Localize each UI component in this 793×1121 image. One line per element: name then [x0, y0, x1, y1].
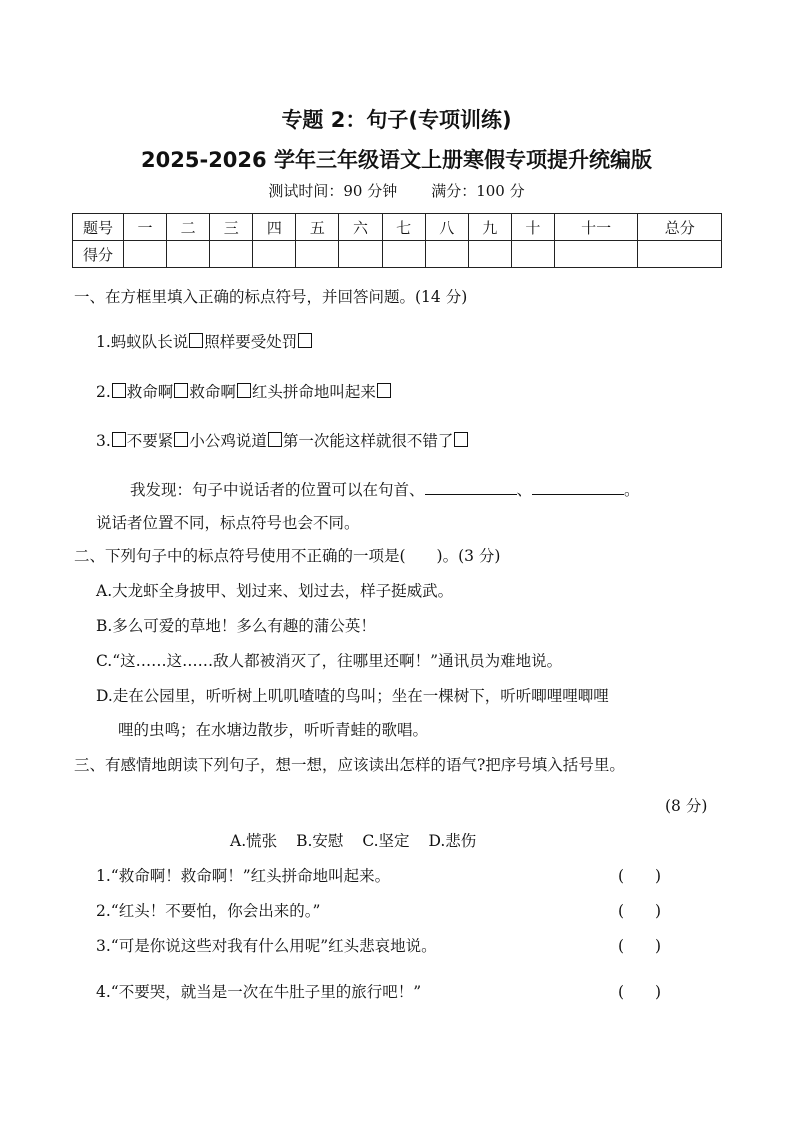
score-table-score-row — [73, 241, 722, 268]
answer-box[interactable] — [454, 432, 468, 447]
score-cell[interactable] — [511, 241, 554, 268]
answer-box[interactable] — [112, 432, 126, 447]
score-table-col-header: 七 — [382, 214, 425, 241]
test-time: 测试时间：90 分钟 — [268, 182, 398, 200]
option-b: B.安慰 — [296, 832, 344, 850]
section1-finding: 我发现：句子中说话者的位置可以在句首、 、 。 — [130, 481, 640, 499]
score-table-col-header: 六 — [339, 214, 382, 241]
score-cell[interactable] — [167, 241, 210, 268]
score-table-col-header: 四 — [253, 214, 296, 241]
score-cell[interactable] — [253, 241, 296, 268]
blank-1[interactable] — [425, 480, 517, 495]
score-table-col-header: 三 — [210, 214, 253, 241]
score-cell[interactable] — [468, 241, 511, 268]
score-cell[interactable] — [425, 241, 468, 268]
score-cell[interactable] — [554, 241, 637, 268]
section2-heading: 二、下列句子中的标点符号使用不正确的一项是( )。(3 分) — [74, 547, 501, 565]
section2-option-b: B.多么可爱的草地！多么有趣的蒲公英！ — [96, 617, 376, 635]
score-table-col-header: 总分 — [638, 214, 722, 241]
section1-heading: 一、在方框里填入正确的标点符号，并回答问题。(14 分) — [74, 288, 468, 306]
answer-paren-1[interactable]: ( ) — [618, 867, 662, 885]
section3-item-2: 2.“红头！不要怕，你会出来的。” — [96, 902, 321, 920]
option-c: C.坚定 — [362, 832, 410, 850]
section3-item-4: 4.“不要哭，就当是一次在牛肚子里的旅行吧！” — [96, 983, 422, 1001]
score-table-col-header: 二 — [167, 214, 210, 241]
section3-points: (8 分) — [665, 797, 708, 815]
section1-finding-line2: 说话者位置不同，标点符号也会不同。 — [96, 514, 360, 532]
answer-box[interactable] — [268, 432, 282, 447]
test-info — [0, 180, 793, 201]
answer-box[interactable] — [237, 383, 251, 398]
score-table-col-header: 十 — [511, 214, 554, 241]
score-cell[interactable] — [382, 241, 425, 268]
answer-paren-3[interactable]: ( ) — [618, 937, 662, 955]
blank-2[interactable] — [532, 480, 624, 495]
section2-option-a: A.大龙虾全身披甲、划过来、划过去，样子挺威武。 — [96, 582, 454, 600]
score-table — [72, 213, 722, 268]
answer-box[interactable] — [377, 383, 391, 398]
title-line-2: 2025-2026 学年三年级语文上册寒假专项提升统编版 — [141, 148, 652, 172]
score-cell[interactable] — [296, 241, 339, 268]
answer-box[interactable] — [189, 333, 203, 348]
answer-box[interactable] — [174, 383, 188, 398]
full-score: 满分：100 分 — [431, 182, 525, 200]
score-cell[interactable] — [638, 241, 722, 268]
answer-box[interactable] — [174, 432, 188, 447]
answer-box[interactable] — [112, 383, 126, 398]
section3-options — [230, 829, 476, 851]
score-table-col-header: 五 — [296, 214, 339, 241]
score-cell[interactable] — [339, 241, 382, 268]
answer-box[interactable] — [298, 333, 312, 348]
section1-item-3: 3. 不要紧 小公鸡说道 第一次能这样就很不错了 — [96, 429, 469, 451]
title-line-1: 专题 2：句子(专项训练) — [281, 108, 512, 132]
section1-item-2: 2. 救命啊 救命啊 红头拼命地叫起来 — [96, 380, 392, 402]
score-cell[interactable] — [210, 241, 253, 268]
option-d: D.悲伤 — [428, 832, 477, 850]
score-table-label: 题号 — [73, 214, 124, 241]
answer-paren-2[interactable]: ( ) — [618, 902, 662, 920]
score-table-header-row — [73, 214, 722, 241]
score-table-col-header: 一 — [124, 214, 167, 241]
section3-heading: 三、有感情地朗读下列句子，想一想，应该读出怎样的语气?把序号填入括号里。 — [74, 756, 625, 774]
score-table-col-header: 十一 — [554, 214, 637, 241]
score-table-label: 得分 — [73, 241, 124, 268]
score-cell[interactable] — [124, 241, 167, 268]
section2-option-c: C.“这……这……敌人都被消灭了，往哪里还啊！”通讯员为难地说。 — [96, 652, 563, 670]
section2-option-d-line1: D.走在公园里，听听树上叽叽喳喳的鸟叫；坐在一棵树下，听听唧哩哩唧哩 — [96, 687, 609, 705]
section2-option-d-line2: 哩的虫鸣；在水塘边散步，听听青蛙的歌唱。 — [118, 721, 429, 739]
score-table-col-header: 八 — [425, 214, 468, 241]
section1-item-1: 1.蚂蚁队长说 照样要受处罚 — [96, 330, 313, 352]
section3-item-3: 3.“可是你说这些对我有什么用呢”红头悲哀地说。 — [96, 937, 437, 955]
score-table-col-header: 九 — [468, 214, 511, 241]
option-a: A.慌张 — [230, 832, 278, 850]
section3-item-1: 1.“救命啊！救命啊！”红头拼命地叫起来。 — [96, 867, 391, 885]
answer-paren-4[interactable]: ( ) — [618, 983, 662, 1001]
